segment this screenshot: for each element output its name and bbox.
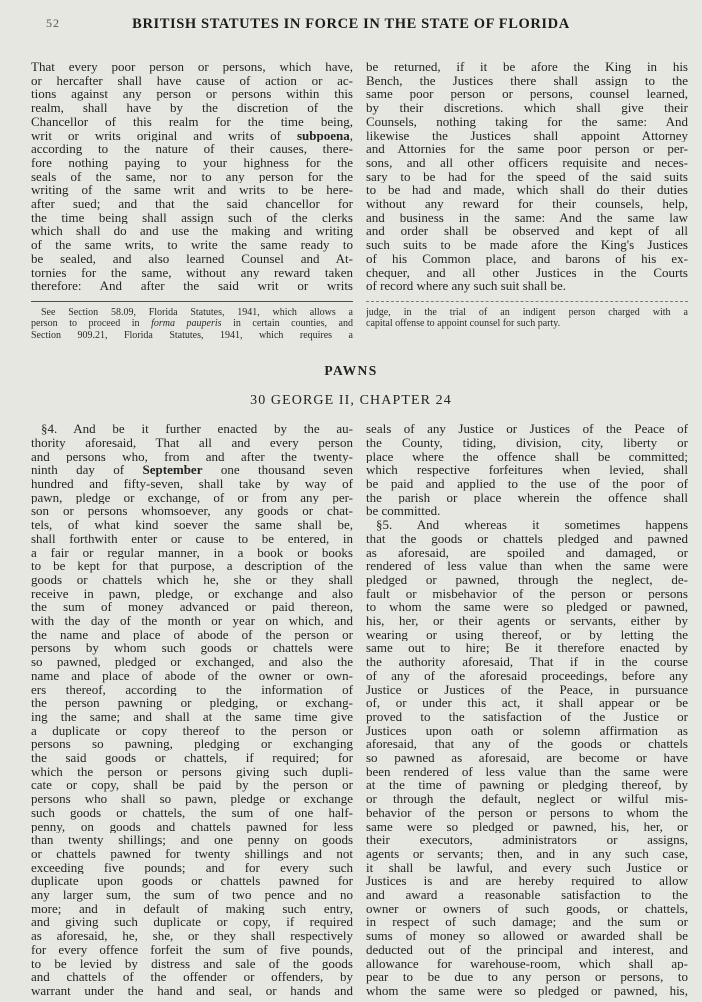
text-line: in respect of such damage; and the sum or xyxy=(366,915,688,930)
section-heading: PAWNS xyxy=(324,363,378,379)
text-line: of the same writs, to write the same ready to xyxy=(31,238,353,252)
text-line: that the goods or chattels pledged and pawned xyxy=(366,531,688,546)
text-line: or hercafter shall have cause of action or ac- xyxy=(31,73,353,88)
footnote-left xyxy=(31,301,353,341)
text-line: same were so pledged or pawned, his, her, or xyxy=(366,819,688,834)
text-line: and business in the same: And the same law xyxy=(366,210,688,225)
footnote-right xyxy=(366,301,688,341)
text-line: thority aforesaid, That all and every person xyxy=(31,435,353,450)
text-line: more; and in default of making such entry, xyxy=(31,901,353,916)
text-line: the person pawning or pledging, or exchang- xyxy=(31,696,353,710)
text-line: a duplicate or copy thereof to the person or xyxy=(31,723,353,738)
text-line: judge, in the trial of an indigent person charged with a xyxy=(366,306,688,318)
text-line: than twenty shillings; and one penny on goods xyxy=(31,833,353,847)
text-line: owner or owners of such goods, or chattels, xyxy=(366,901,688,916)
text-line: shall forthwith enter or cause to be entered, in xyxy=(31,531,353,546)
text-line: so pawned, pledged or exchanged, and also the xyxy=(31,655,353,669)
text-line: their executors, administrators or assigns, xyxy=(366,833,688,847)
text-line: writ or writs original and writs of subpoena, xyxy=(31,128,353,143)
text-line: the County, tiding, division, city, liberty or xyxy=(366,435,688,450)
text-line: duplicate upon goods or chattels pawned for xyxy=(31,874,353,889)
text-line: Justices upon oath or solemn affirmation as xyxy=(366,723,688,738)
text-line: and Attornies for the same poor person or per- xyxy=(366,142,688,156)
text-line: §4. And be it further enacted by the au- xyxy=(41,422,353,436)
text-line: whom the same were so pledged or pawned, his, xyxy=(366,984,688,998)
text-line: proved to the satisfaction of the Justice or xyxy=(366,709,688,724)
text-line: to whom the same were so pledged or pawned, xyxy=(366,600,688,615)
pawns-left-column xyxy=(31,422,353,998)
text-line: goods or chattels which he, she or they shall xyxy=(31,572,353,587)
text-line: deducted out of the principal and interest, and xyxy=(366,942,688,957)
text-line: sons, and all other officers requisite and neces- xyxy=(366,155,688,170)
text-line: Justices is and are hereby required to allow xyxy=(366,874,688,889)
text-line: be paid and applied to the use of the poor of xyxy=(366,476,688,491)
text-line: as aforesaid, he, she, or they shall respectively xyxy=(31,929,353,943)
text-line: receive in pawn, pledge, or exchange and also xyxy=(31,586,353,601)
text-line: person to proceed in forma pauperis in certain counties, and xyxy=(31,318,353,330)
text-line: ers thereof, according to the information of xyxy=(31,682,353,697)
text-line: or chattels pawned for twenty shillings and not xyxy=(31,846,353,861)
text-line: been rendered of less value than the same were xyxy=(366,764,688,779)
text-line: the sum of money advanced or paid thereon, xyxy=(31,600,353,615)
text-line: for every offence forfeit the sum of five pounds, xyxy=(31,942,353,957)
text-line: ninth day of September one thousand seven xyxy=(31,463,353,477)
text-line: fore nothing paying to your highness for the xyxy=(31,155,353,170)
text-line: persons by whom such goods or chattels were xyxy=(31,641,353,656)
paragraph xyxy=(366,518,688,998)
paragraph xyxy=(31,60,353,293)
text-line: Justice or Justices of the Peace, in pursuance xyxy=(366,682,688,697)
text-line: tels, of what kind soever the same shall be, xyxy=(31,518,353,532)
text-line: of, or under this act, it shall appear or be xyxy=(366,696,688,710)
text-line: penny, on goods and chattels pawned for less xyxy=(31,819,353,834)
text-line: hundred and fifty-seven, shall take by way of xyxy=(31,476,353,491)
text-line: be returned, if it be afore the King in his xyxy=(366,60,688,74)
text-line: according to the nature of their causes, there- xyxy=(31,142,353,156)
text-line: likewise the Justices shall appoint Attorney xyxy=(366,128,688,143)
text-line: same poor person or persons, counsel learned, xyxy=(366,87,688,102)
text-line: the name and place of abode of the person or xyxy=(31,627,353,642)
text-line: wearing or using thereof, or by letting the xyxy=(366,627,688,642)
text-line: of his Common place, and barons of his ex- xyxy=(366,251,688,266)
text-line: and persons who, from and after the twenty- xyxy=(31,449,353,464)
text-line: pawn, pledge or exchange, of or from any per- xyxy=(31,490,353,505)
text-line: as aforesaid, are spoiled and damaged, or xyxy=(366,545,688,560)
top-left-column xyxy=(31,60,353,293)
text-line: to be kept for that purpose, a description of the xyxy=(31,559,353,573)
text-line: the authority aforesaid, That if in the course xyxy=(366,655,688,669)
text-line: and giving such duplicate or copy, if required xyxy=(31,915,353,930)
text-line: his, her, or their agents or servants, either by xyxy=(366,614,688,628)
paragraph xyxy=(366,307,688,330)
text-line: and chattels of the offender or offenders, by xyxy=(31,970,353,984)
text-line: so pawned as aforesaid, are become or have xyxy=(366,751,688,765)
text-line: or through the default, neglect or wilful mis- xyxy=(366,792,688,806)
text-line: warrant under the hand and seal, or hands and xyxy=(31,984,353,998)
page-title: BRITISH STATUTES IN FORCE IN THE STATE OF FLORIDA xyxy=(132,16,570,32)
text-line: therefore: And after the said writ or writs xyxy=(31,279,353,293)
footnotes xyxy=(31,301,689,341)
text-line: and order shall be observed and kept of all xyxy=(366,224,688,239)
text-line: cate or copy, shall be paid by the person or xyxy=(31,778,353,793)
paragraph xyxy=(366,60,688,293)
text-line: Bench, the Justices there shall assign to the xyxy=(366,73,688,88)
text-line: which the person or persons giving such dupli- xyxy=(31,764,353,779)
text-line: it shall be lawful, and every such Justice or xyxy=(366,860,688,875)
text-line: the parish or place wherein the offence shall xyxy=(366,490,688,505)
text-line: realm, shall have by the discretion of the xyxy=(31,101,353,115)
text-line: Chancellor of this realm for the time being, xyxy=(31,114,353,129)
paragraph xyxy=(31,422,353,998)
statute-top-section xyxy=(31,60,689,293)
text-line: tornies for the same, without any reward taken xyxy=(31,265,353,280)
page-number: 52 xyxy=(46,16,60,30)
text-line: ing the same; and shall at the same time give xyxy=(31,709,353,724)
pawns-section xyxy=(31,422,689,998)
text-line: without any reward for their counsels, help, xyxy=(366,197,688,211)
text-line: rendered of less value than when the same were xyxy=(366,559,688,573)
text-line: §5. And whereas it sometimes happens xyxy=(376,518,688,532)
text-line: by their discretions. which shall give their xyxy=(366,101,688,115)
text-line: place where the offence shall be committed; xyxy=(366,449,688,464)
text-line: such suits to be made afore the King's Justices xyxy=(366,238,688,252)
text-line: name and place of abode of the owner or own- xyxy=(31,668,353,683)
page-header xyxy=(0,0,702,34)
text-line: pear to be due to any person or persons, to xyxy=(366,970,688,984)
paragraph xyxy=(366,422,688,518)
text-line: chequer, and all other Justices in the Courts xyxy=(366,265,688,280)
top-right-column xyxy=(366,60,688,293)
text-line: of any of the aforesaid proceedings, before any xyxy=(366,668,688,683)
text-line: which shall do and use the making and writing xyxy=(31,224,353,239)
text-line: fault or misbehavior of the person or persons xyxy=(366,586,688,601)
text-line: allowance for warehouse-room, which shall ap- xyxy=(366,956,688,971)
text-line: be committed. xyxy=(366,504,441,519)
text-line: to be had and made, which shall do their duties xyxy=(366,183,688,198)
text-line: persons so pawning, pledging or exchanging xyxy=(31,737,353,752)
text-line: writing of the same writ and writs to be here- xyxy=(31,183,353,198)
text-line: such goods or chattels, the sum of one half- xyxy=(31,805,353,820)
text-line: with the day of the month or year on which, and xyxy=(31,614,353,628)
text-line: behavior of the person or persons to whom the xyxy=(366,805,688,820)
text-line: which respective forfeitures when levied, shall xyxy=(366,463,688,477)
text-line: That every poor person or persons, which have, xyxy=(31,60,353,74)
paragraph xyxy=(31,307,353,341)
text-line: of record where any such suit shall be. xyxy=(366,279,566,293)
text-line: seals of any Justice or Justices of the Peace of xyxy=(366,422,688,436)
pawns-right-column xyxy=(366,422,688,998)
text-line: and award a reasonable satisfaction to the xyxy=(366,888,688,902)
text-line: See Section 58.09, Florida Statutes, 1941, which allows a xyxy=(41,306,353,318)
text-line: sary to be had for the speed of the said suits xyxy=(366,169,688,184)
text-line: aforesaid, that any of the goods or chattels xyxy=(366,737,688,752)
text-line: capital offense to appoint counsel for such party. xyxy=(366,318,561,330)
text-line: sums of money so allowed or awarded shall be xyxy=(366,929,688,943)
text-line: to be levied by distress and sale of the goods xyxy=(31,956,353,971)
text-line: tions against any person or persons within this xyxy=(31,87,353,102)
text-line: seals of the same, nor to any person for the xyxy=(31,169,353,184)
text-line: be sealed, and also learned Counsel and At- xyxy=(31,251,353,266)
text-line: at the time of pawning or pledging thereof, by xyxy=(366,778,688,793)
text-line: a fair or regular manner, in a book or books xyxy=(31,545,353,560)
text-line: any larger sum, the sum of two pence and no xyxy=(31,888,353,902)
text-line: Counsels, nothing taking for the same: And xyxy=(366,114,688,129)
text-line: the said goods or chattels, if required; for xyxy=(31,751,353,765)
text-line: pledged or pawned, through the neglect, de- xyxy=(366,572,688,587)
text-line: exceeding five pounds; and for every such xyxy=(31,860,353,875)
text-line: Section 909.21, Florida Statutes, 1941, which requires a xyxy=(31,329,353,341)
chapter-subheading: 30 GEORGE II, CHAPTER 24 xyxy=(250,393,452,409)
text-line: persons who shall so pawn, pledge or exchange xyxy=(31,792,353,806)
text-line: the time being shall assign such of the clerks xyxy=(31,210,353,225)
text-line: agents or servants; then, and in any such case, xyxy=(366,846,688,861)
text-line: son or persons whomsoever, any goods or chat- xyxy=(31,504,353,519)
text-line: same out to hire; Be it therefore enacted by xyxy=(366,641,688,656)
text-line: after sued; and that the said chancellor for xyxy=(31,197,353,211)
